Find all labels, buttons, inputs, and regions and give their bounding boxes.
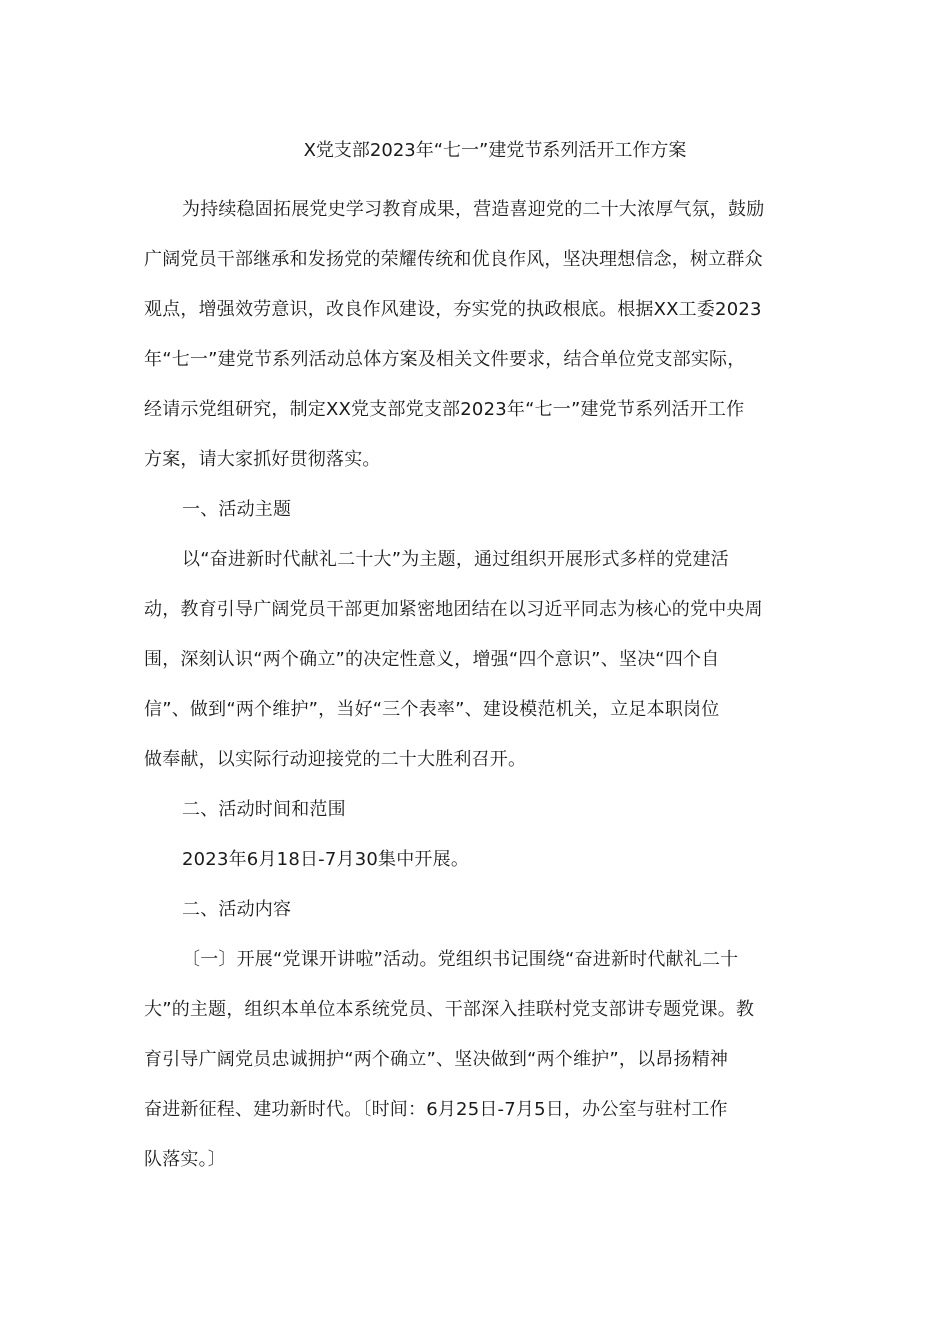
paragraph-intro xyxy=(144,185,806,485)
text-line: 大”的主题，组织本单位本系统党员、干部深入挂联村党支部讲专题党课。教 xyxy=(144,999,755,1020)
paragraph-time xyxy=(144,835,806,885)
text-line: 做奉献，以实际行动迎接党的二十大胜利召开。 xyxy=(144,749,527,770)
section-heading-time-scope xyxy=(144,785,806,835)
text-line: 〔一〕开展“党课开讲啦”活动。党组织书记围绕“奋进新时代献礼二十 xyxy=(182,949,739,970)
text-line: 以“奋进新时代献礼二十大”为主题，通过组织开展形式多样的党建活 xyxy=(182,549,729,570)
document-body xyxy=(144,185,806,1185)
text-line: 广阔党员干部继承和发扬党的荣耀传统和优良作风，坚决理想信念，树立群众 xyxy=(144,249,763,270)
heading-text: 二、活动时间和范围 xyxy=(182,799,346,820)
text-line: 奋进新征程、建功新时代。〔时间：6月25日-7月5日，办公室与驻村工作 xyxy=(144,1099,728,1120)
text-line: 围，深刻认识“两个确立”的决定性意义，增强“四个意识”、坚决“四个自 xyxy=(144,649,720,670)
text-line: 经请示党组研究，制定XX党支部党支部2023年“七一”建党节系列活开工作 xyxy=(144,399,745,420)
text-line: 动，教育引导广阔党员干部更加紧密地团结在以习近平同志为核心的党中央周 xyxy=(144,599,763,620)
text-line: 育引导广阔党员忠诚拥护“两个确立”、坚决做到“两个维护”，以昂扬精神 xyxy=(144,1049,729,1070)
paragraph-item-1 xyxy=(144,935,806,1185)
section-heading-theme xyxy=(144,485,806,535)
text-line: 观点，增强效劳意识，改良作风建设，夯实党的执政根底。根据XX工委2023 xyxy=(144,299,762,320)
text-line: 年“七一”建党节系列活动总体方案及相关文件要求，结合单位党支部实际， xyxy=(144,349,746,370)
heading-text: 二、活动内容 xyxy=(182,899,292,920)
text-line: 信”、做到“两个维护”，当好“三个表率”、建设模范机关，立足本职岗位 xyxy=(144,699,720,720)
paragraph-theme xyxy=(144,535,806,785)
document-title: X党支部2023年“七一”建党节系列活开工作方案 xyxy=(303,140,687,161)
text-line: 队落实。〕 xyxy=(144,1149,226,1170)
section-heading-content xyxy=(144,885,806,935)
heading-text: 一、活动主题 xyxy=(182,499,292,520)
text-line: 2023年6月18日-7月30集中开展。 xyxy=(182,849,470,870)
text-line: 方案，请大家抓好贯彻落实。 xyxy=(144,449,381,470)
text-line: 为持续稳固拓展党史学习教育成果，营造喜迎党的二十大浓厚气氛，鼓励 xyxy=(182,199,765,220)
